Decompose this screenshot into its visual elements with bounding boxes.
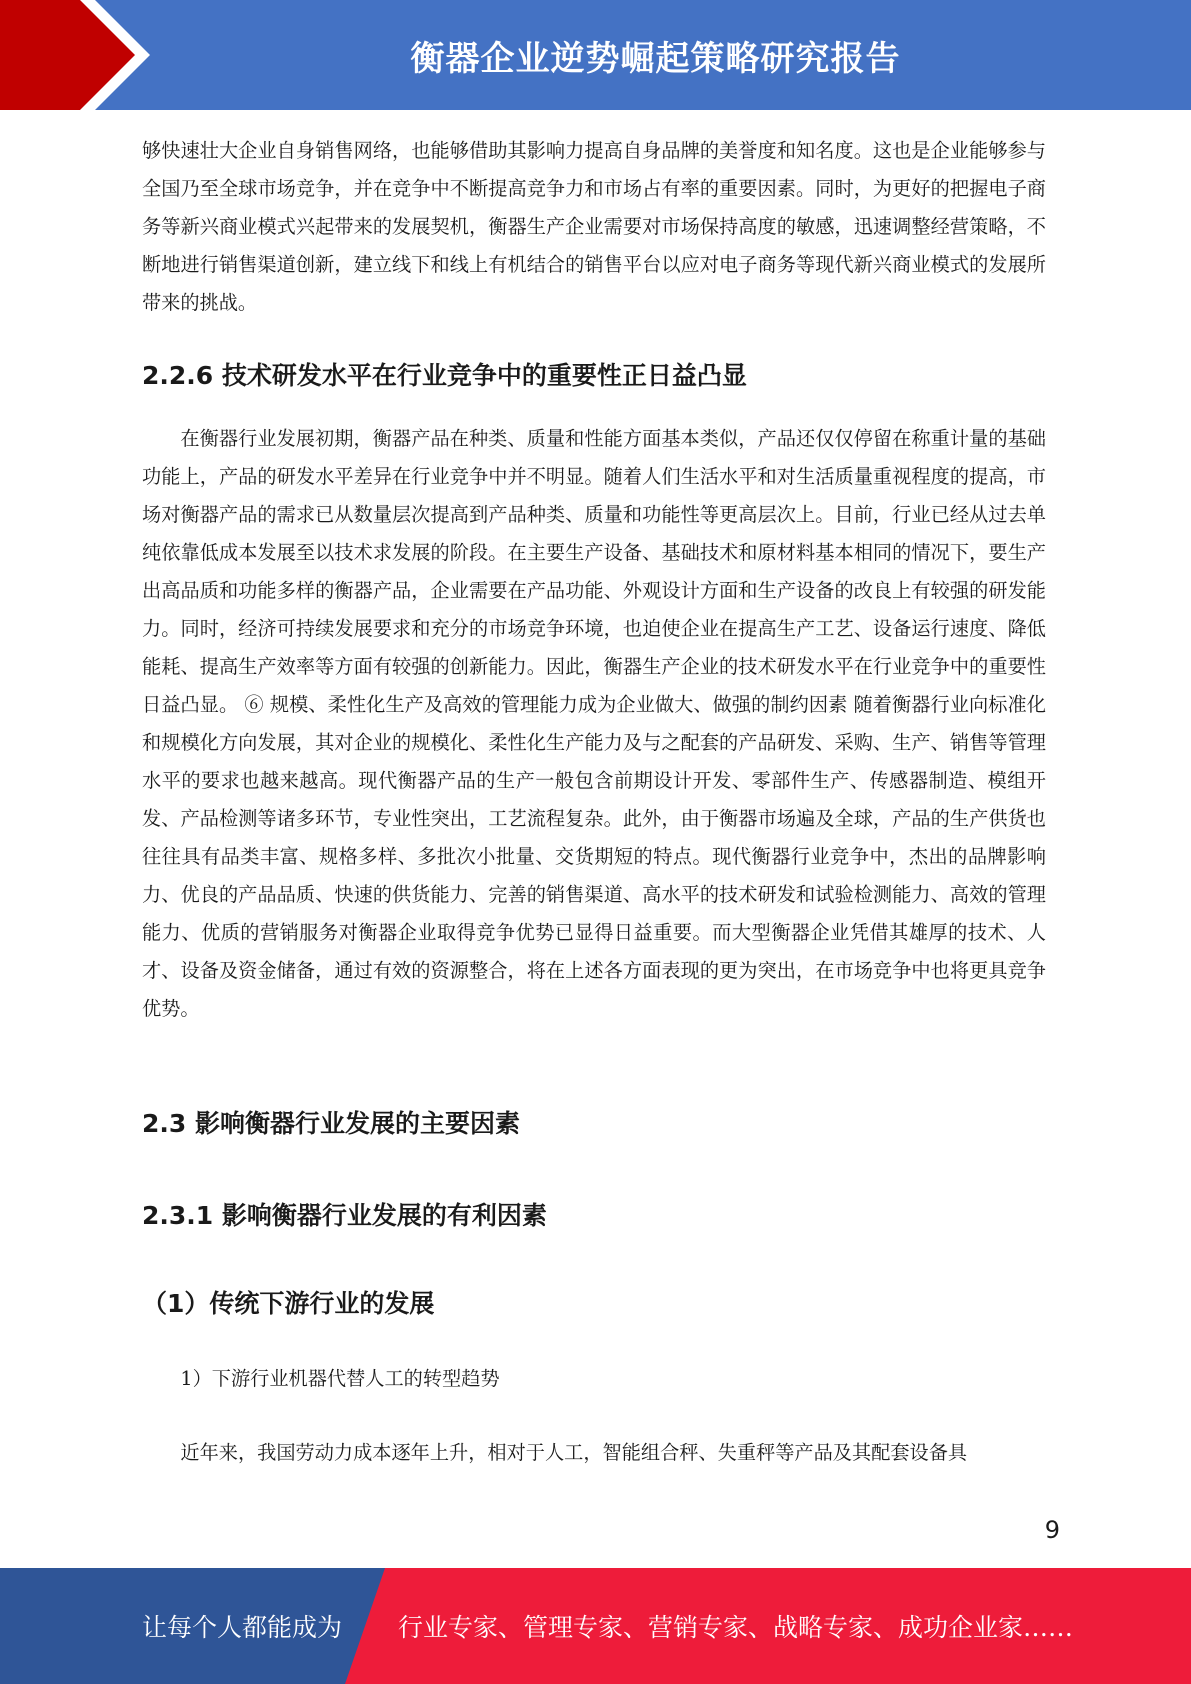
footer-slogan-left: 让每个人都能成为 <box>142 1613 343 1642</box>
paragraph-rd-importance: 在衡器行业发展初期，衡器产品在种类、质量和性能方面基本类似，产品还仅仅停留在称重计量的基础功能上，产品的研发水平差异在行业竞争中并不明显。随着人们生活水平和对生活质量重视程度的提高，市场对衡器产品的需求已从数量层次提高到产品种类、质量和功能性等更高层次上。目前，行业已经从过去单纯依靠低成本发展至以技术求发展的阶段。在主要生产设备、基础技术和原材料基本相同的情况下，要生产出高品质和功能多样的衡器产品，企业需要在产品功能、外观设计方面和生产设备的改良上有较强的研发能力。同时，经济可持续发展要求和充分的市场竞争环境，也迫使企业在提高生产工艺、设备运行速度、降低能耗、提高生产效率等方面有较强的创新能力。因此，衡器生产企业的技术研发水平在行业竞争中的重要性日益凸显。 ⑥ 规模、柔性化生产及高效的管理能力成为企业做大、做强的制约因素 随着衡器行业向标准化和规模化方向发展，其对企业的规模化、柔性化生产能力及与之配套的产品研发、采购、生产、销售等管理水平的要求也越来越高。现代衡器产品的生产一般包含前期设计开发、零部件生产、传感器制造、模组开发、产品检测等诸多环节，专业性突出，工艺流程复杂。此外，由于衡器市场遍及全球，产品的生产供货也往往具有品类丰富、规格多样、多批次小批量、交货期短的特点。现代衡器行业竞争中，杰出的品牌影响力、优良的产品品质、快速的供货能力、完善的销售渠道、高水平的技术研发和试验检测能力、高效的管理能力、优质的营销服务对衡器企业取得竞争优势已显得日益重要。而大型衡器企业凭借其雄厚的技术、人才、设备及资金储备，通过有效的资源整合，将在上述各方面表现的更为突出，在市场竞争中也将更具竞争优势。 <box>142 427 1046 1020</box>
paragraph-sales-channels: 够快速壮大企业自身销售网络，也能够借助其影响力提高自身品牌的美誉度和知名度。这也是企业能够参与全国乃至全球市场竞争，并在竞争中不断提高竞争力和市场占有率的重要因素。同时，为更好的把握电子商务等新兴商业模式兴起带来的发展契机，衡器生产企业需要对市场保持高度的敏感，迅速调整经营策略，不断地进行销售渠道创新，建立线下和线上有机结合的销售平台以应对电子商务等现代新兴商业模式的发展所带来的挑战。 <box>142 139 1046 314</box>
document-body <box>142 132 1046 1472</box>
heading-2-3: 2.3 影响衡器行业发展的主要因素 <box>142 1109 520 1138</box>
page-header <box>0 0 1191 110</box>
report-title: 衡器企业逆势崛起策略研究报告 <box>410 38 901 79</box>
subheading-machine-replacing-labor: 1）下游行业机器代替人工的转型趋势 <box>180 1367 500 1390</box>
heading-2-3-1: 2.3.1 影响衡器行业发展的有利因素 <box>142 1201 547 1230</box>
heading-downstream-industry: （1）传统下游行业的发展 <box>142 1289 435 1318</box>
heading-2-2-6: 2.2.6 技术研发水平在行业竞争中的重要性正日益凸显 <box>142 361 747 390</box>
page-number: 9 <box>1044 1516 1060 1544</box>
paragraph-labor-cost: 近年来，我国劳动力成本逐年上升，相对于人工，智能组合秤、失重秤等产品及其配套设备具 <box>180 1441 968 1464</box>
page-footer <box>0 1568 1191 1684</box>
footer-slogan-right: 行业专家、管理专家、营销专家、战略专家、成功企业家…… <box>398 1613 1074 1642</box>
